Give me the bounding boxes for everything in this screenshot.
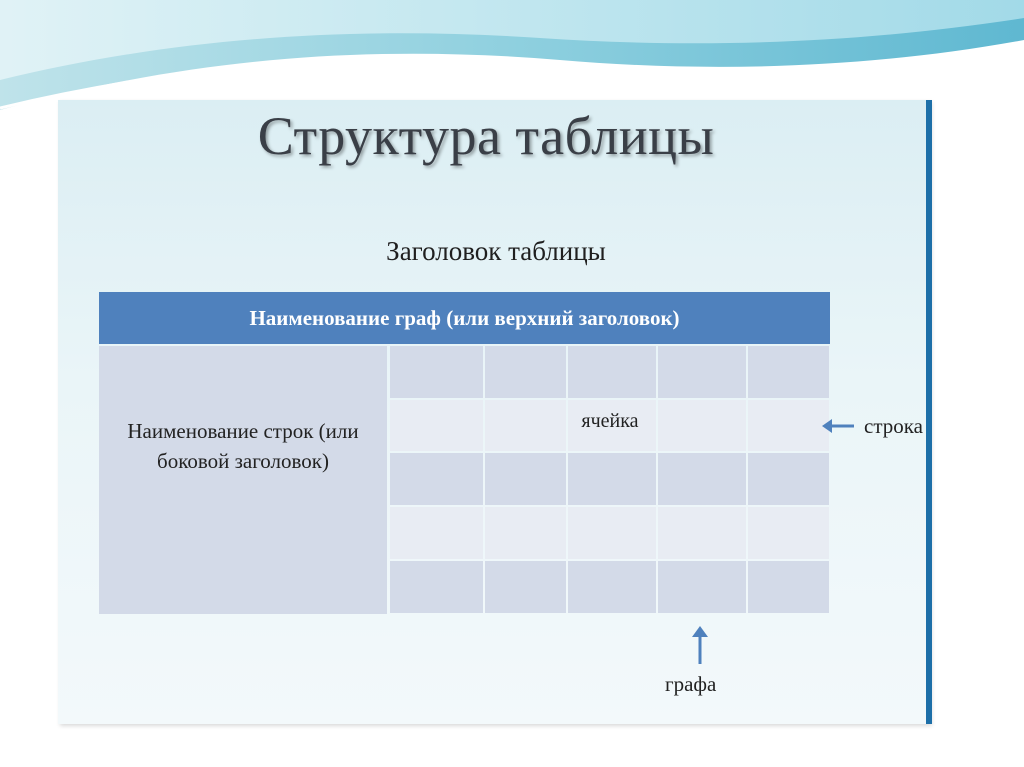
table-cell	[658, 561, 746, 613]
table-cell	[568, 453, 656, 505]
row-header-text: Наименование строк (или боковой заголовок)	[127, 419, 359, 473]
table-cell	[485, 346, 566, 398]
slide-edge-bar	[926, 100, 932, 724]
table-cell	[658, 507, 746, 559]
column-header: Наименование граф (или верхний заголовок)	[99, 292, 830, 344]
table-cell	[748, 507, 829, 559]
table-cell	[568, 561, 656, 613]
slide-title: Структура таблицы	[257, 106, 715, 166]
table-cell	[748, 400, 829, 451]
table-cell	[748, 561, 829, 613]
table-cell	[658, 400, 746, 451]
table-cell	[485, 507, 566, 559]
table-caption: Заголовок таблицы	[386, 236, 606, 266]
table-cell	[748, 453, 829, 505]
table-body-grid	[390, 346, 830, 614]
cell-label: ячейка	[581, 410, 639, 432]
column-label: графа	[665, 672, 717, 696]
table-cell	[390, 561, 483, 613]
row-header-cell	[99, 346, 387, 614]
table-cell	[390, 346, 483, 398]
table-cell	[485, 453, 566, 505]
table-cell	[568, 507, 656, 559]
table-cell	[390, 400, 483, 451]
arrow-up-icon	[689, 626, 711, 666]
row-label: строка	[864, 414, 923, 438]
table-cell	[485, 400, 566, 451]
table-cell	[485, 561, 566, 613]
table-cell	[658, 346, 746, 398]
arrow-left-icon	[822, 416, 856, 436]
table-cell	[568, 346, 656, 398]
table-cell	[658, 453, 746, 505]
table-cell	[390, 507, 483, 559]
table-cell	[748, 346, 829, 398]
table-cell	[390, 453, 483, 505]
